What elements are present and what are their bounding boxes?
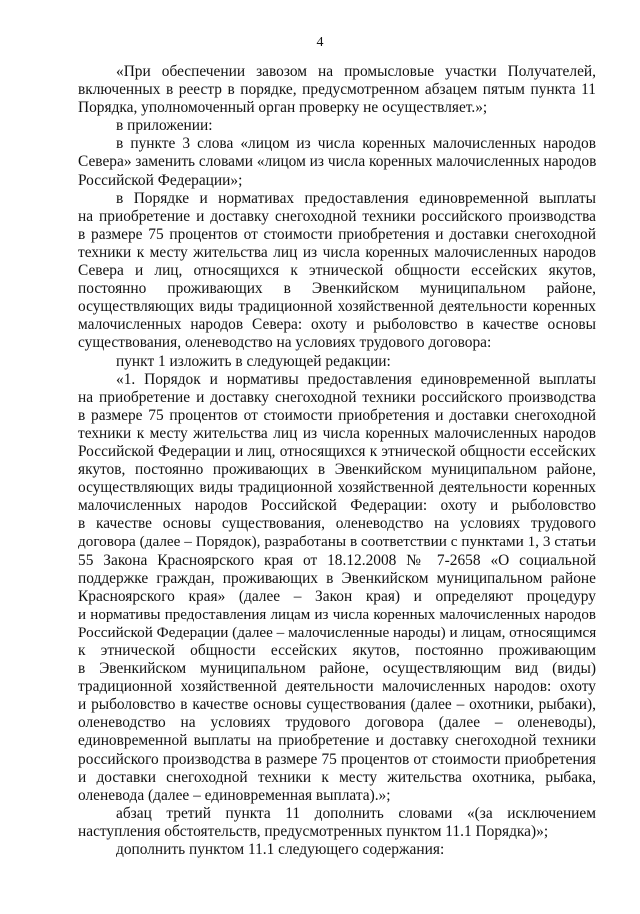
text-line: в Эвенкийском муниципальном районе, осуществляющим вид (виды): [78, 660, 596, 678]
text-line: техники к месту жительства лиц из числа коренных малочисленных народов: [78, 243, 596, 261]
text-line: поддержке граждан, проживающих в Эвенкийском муниципальном районе: [78, 569, 596, 587]
text-line: в приложении:: [116, 117, 213, 135]
text-line: абзац третий пункта 11 дополнить словами «(за исключением: [116, 804, 596, 822]
text-line: постоянно проживающих в Эвенкийском муниципальном районе,: [78, 280, 596, 298]
text-line: Севера и лиц, относящихся к этнической общности ессейских якутов,: [78, 262, 596, 280]
text-line: оленеводство на условиях трудового договора (далее – оленеводы),: [78, 714, 596, 732]
text-line: в размере 75 процентов от стоимости приобретения и доставки снегоходной: [78, 406, 596, 424]
text-line: к этнической общности ессейских якутов, постоянно проживающим: [78, 642, 596, 659]
text-line: и нормативы предоставления лицам из числа коренных малочисленных народов: [78, 606, 596, 623]
document-body: [78, 63, 596, 859]
text-line: Российской Федерации (далее – малочисленные народы) и лицам, относящимся: [78, 623, 596, 641]
text-line: договора (далее – Порядок), разработаны в соответствии с пунктами 1, 3 статьи: [78, 533, 596, 551]
text-line: в качестве основы существования, оленеводство на условиях трудового: [78, 515, 596, 533]
text-line: Порядка, уполномоченный орган проверку не осуществляет.»;: [78, 99, 488, 117]
text-line: малочисленных народов Севера: охоту и рыболовство в качестве основы: [78, 316, 596, 334]
text-line: в размере 75 процентов от стоимости приобретения и доставки снегоходной: [78, 225, 596, 243]
text-line: пункт 1 изложить в следующей редакции:: [116, 352, 391, 370]
text-line: «При обеспечении завозом на промысловые участки Получателей,: [116, 63, 596, 80]
text-line: осуществляющих виды традиционной хозяйственной деятельности коренных: [78, 479, 596, 497]
text-line: якутов, постоянно проживающих в Эвенкийском муниципальном районе,: [78, 461, 596, 479]
text-line: малочисленных народов Российской Федерации: охоту и рыболовство: [78, 497, 596, 515]
text-line: в Порядке и нормативах предоставления единовременной выплаты: [116, 189, 596, 207]
text-line: и доставки снегоходной техники к месту жительства охотника, рыбака,: [78, 768, 596, 786]
text-line: существования, оленеводство на условиях трудового договора:: [78, 334, 492, 352]
text-line: дополнить пунктом 11.1 следующего содержания:: [116, 841, 445, 859]
text-line: на приобретение и доставку снегоходной техники российского производства: [78, 207, 596, 225]
text-line: Севера» заменить словами «лицом из числа коренных малочисленных народов: [78, 153, 596, 171]
text-line: и рыболовство в качестве основы существования (далее – охотники, рыбаки),: [78, 696, 596, 714]
text-line: техники к месту жительства лиц из числа коренных малочисленных народов: [78, 424, 596, 442]
text-line: традиционной хозяйственной деятельности малочисленных народов: охоту: [78, 678, 596, 696]
text-line: Российской Федерации»;: [78, 171, 243, 189]
text-line: 55 Закона Красноярского края от 18.12.2008 № 7-2658 «О социальной: [78, 551, 596, 569]
text-line: единовременной выплаты на приобретение и доставку снегоходной техники: [78, 732, 596, 750]
text-line: оленевода (далее – единовременная выплата).»;: [78, 786, 391, 804]
text-line: «1. Порядок и нормативы предоставления единовременной выплаты: [116, 370, 596, 388]
text-line: на приобретение и доставку снегоходной техники российского производства: [78, 388, 596, 406]
text-line: осуществляющих виды традиционной хозяйственной деятельности коренных: [78, 298, 596, 316]
text-line: наступления обстоятельств, предусмотренных пунктом 11.1 Порядка)»;: [78, 822, 549, 840]
text-line: Российской Федерации и лиц, относящихся к этнической общности ессейских: [78, 442, 596, 460]
text-line: в пункте 3 слова «лицом из числа коренных малочисленных народов: [116, 135, 596, 153]
page-number: 4: [316, 35, 324, 50]
text-line: российского производства в размере 75 процентов от стоимости приобретения: [78, 750, 596, 768]
text-line: включенных в реестр в порядке, предусмотренном абзацем пятым пункта 11: [78, 81, 596, 99]
text-line: Красноярского края» (далее – Закон края) и определяют процедуру: [78, 587, 596, 605]
